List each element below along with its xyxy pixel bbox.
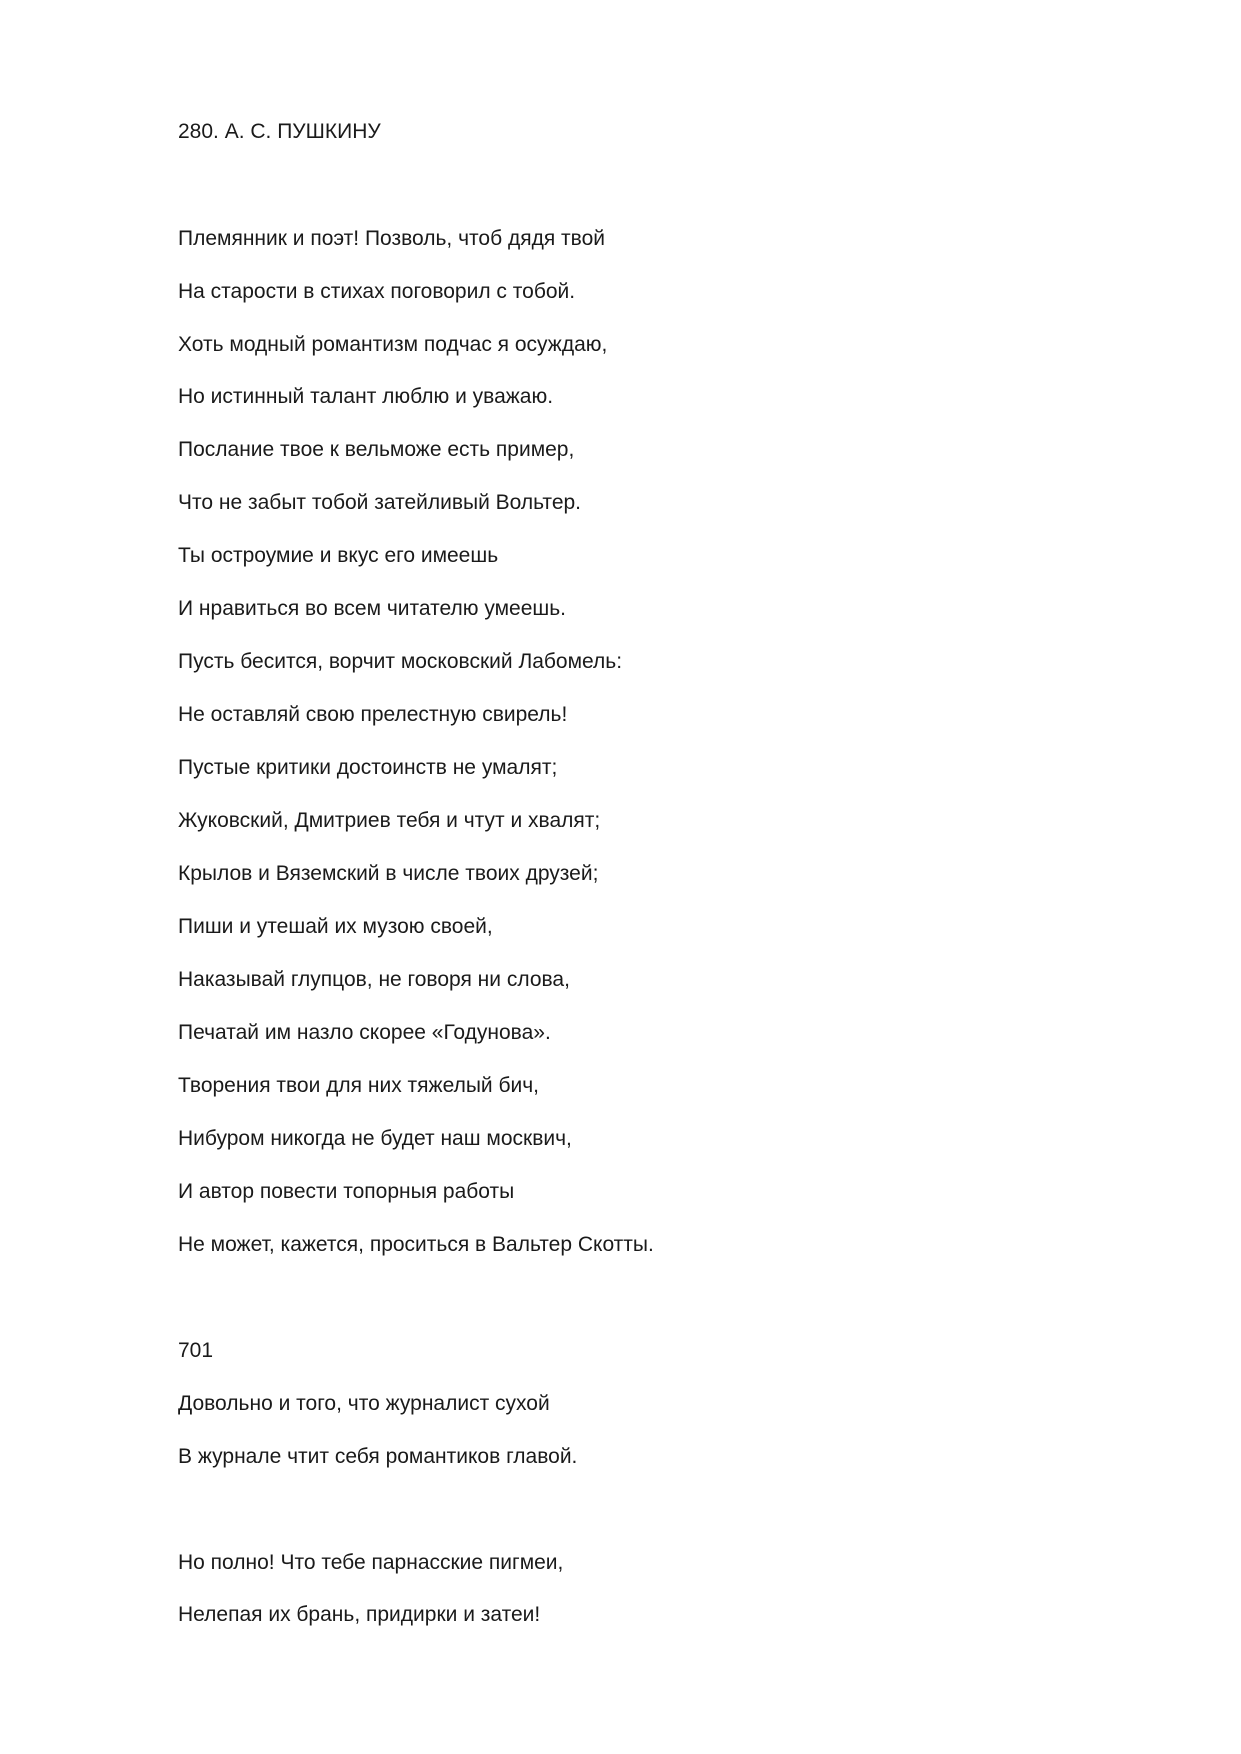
verse-line: Не может, кажется, проситься в Вальтер Скотты. <box>178 1233 654 1256</box>
poem-title: 280. А. С. ПУШКИНУ <box>178 120 381 143</box>
verse-line: Пиши и утешай их музою своей, <box>178 915 493 938</box>
verse-line: Но полно! Что тебе парнасские пигмеи, <box>178 1551 564 1574</box>
verse-line: Пусть бесится, ворчит московский Лабомель: <box>178 650 623 673</box>
page-number: 701 <box>178 1339 214 1362</box>
verse-line: Племянник и поэт! Позволь, чтоб дядя твой <box>178 227 606 250</box>
verse-line: Хоть модный романтизм подчас я осуждаю, <box>178 333 608 356</box>
verse-line: Ты остроумие и вкус его имеешь <box>178 544 499 567</box>
verse-line: И автор повести топорныя работы <box>178 1180 515 1203</box>
verse-line: Послание твое к вельможе есть пример, <box>178 438 575 461</box>
verse-line: Наказывай глупцов, не говоря ни слова, <box>178 968 570 991</box>
verse-line: Крылов и Вяземский в числе твоих друзей; <box>178 862 599 885</box>
verse-line: В журнале чтит себя романтиков главой. <box>178 1445 578 1468</box>
verse-line: Пустые критики достоинств не умалят; <box>178 756 558 779</box>
verse-line: И нравиться во всем читателю умеешь. <box>178 597 566 620</box>
verse-line: Печатай им назло скорее «Годунова». <box>178 1021 551 1044</box>
verse-line: Но истинный талант люблю и уважаю. <box>178 385 554 408</box>
verse-line: Довольно и того, что журналист сухой <box>178 1392 550 1415</box>
verse-line: Нибуром никогда не будет наш москвич, <box>178 1127 572 1150</box>
verse-line: Нелепая их брань, придирки и затеи! <box>178 1603 541 1626</box>
verse-line: Что не забыт тобой затейливый Вольтер. <box>178 491 582 514</box>
verse-line: Не оставляй свою прелестную свирель! <box>178 703 568 726</box>
verse-line: Жуковский, Дмитриев тебя и чтут и хвалят; <box>178 809 601 832</box>
verse-line: На старости в стихах поговорил с тобой. <box>178 280 576 303</box>
verse-line: Творения твои для них тяжелый бич, <box>178 1074 540 1097</box>
